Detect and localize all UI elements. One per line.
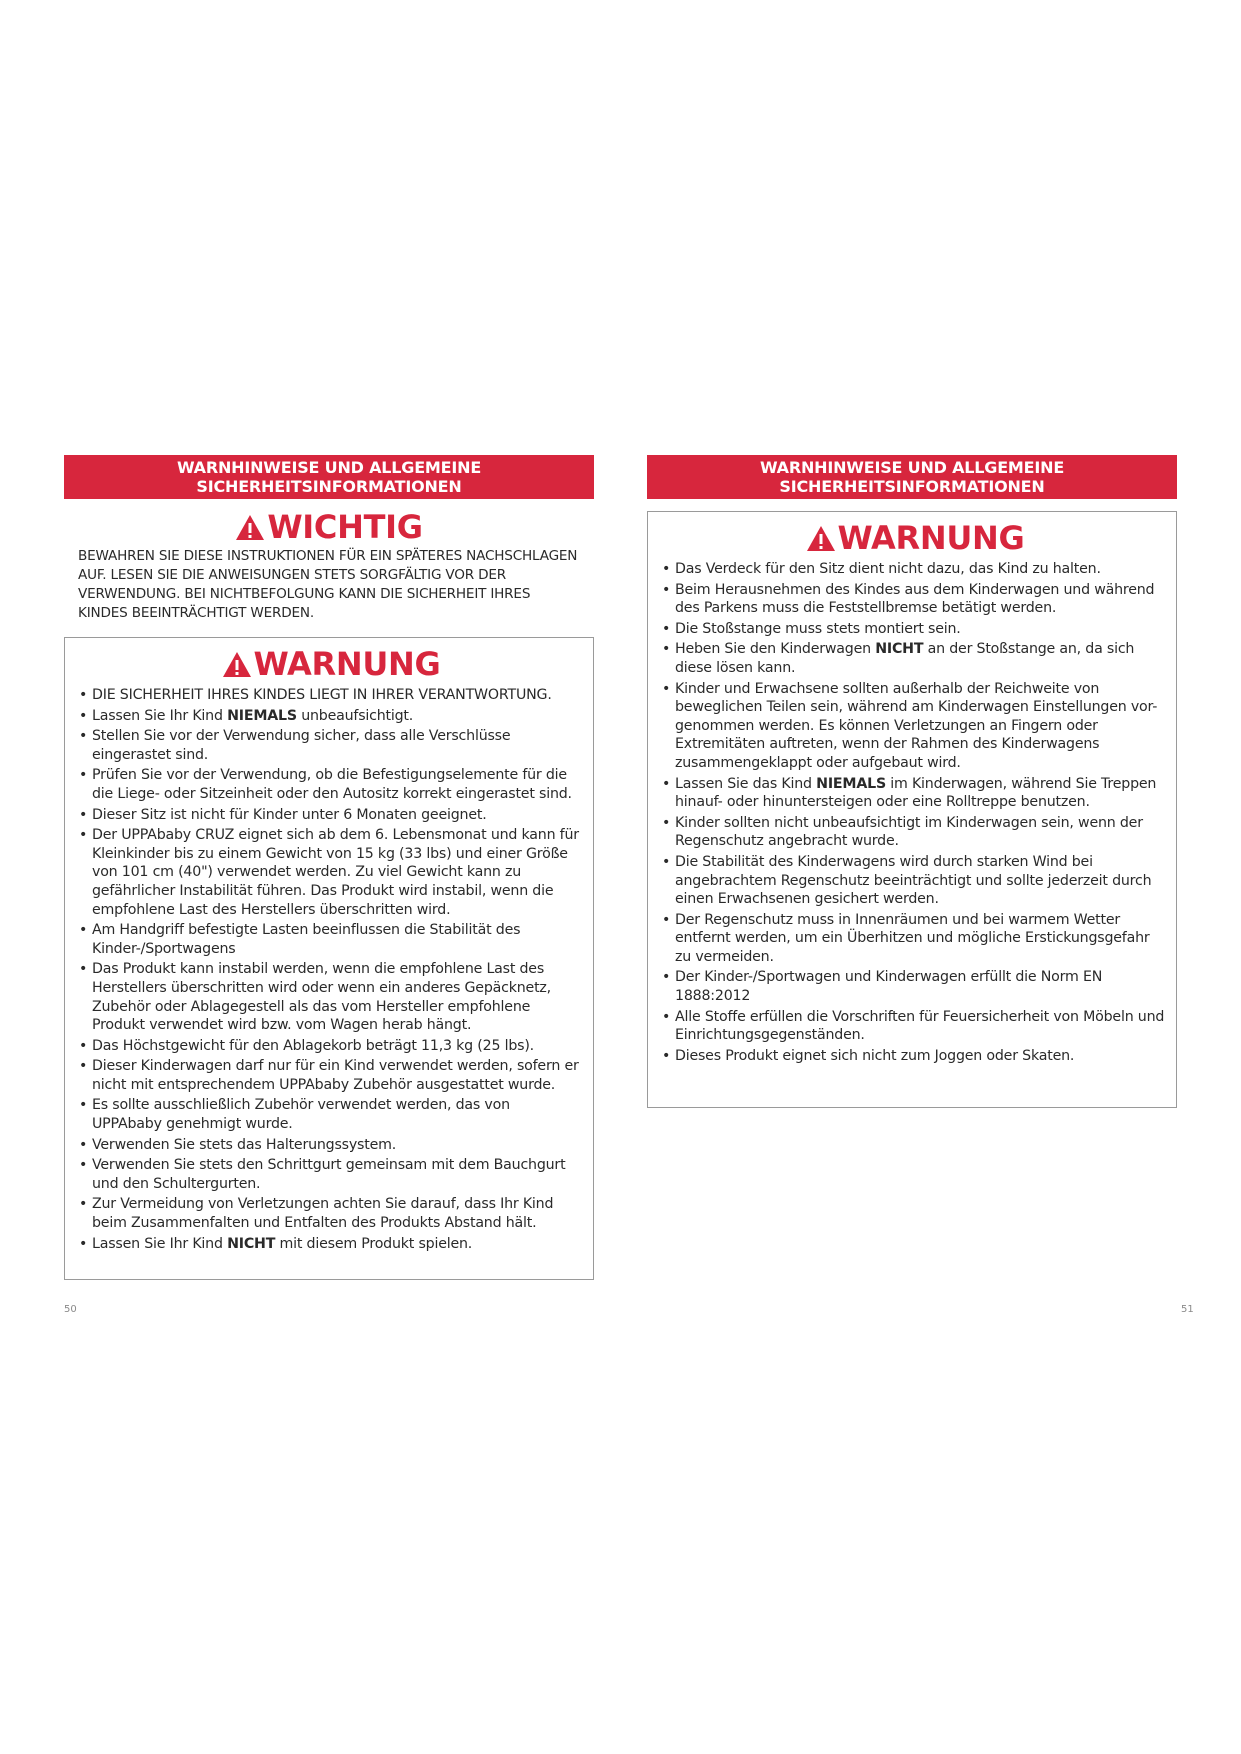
- warning-box: [64, 637, 594, 1280]
- list-item: • Dieser Sitz ist nicht für Kinder unter 6 Monaten geeignet.: [79, 806, 583, 825]
- section-banner: [64, 455, 594, 499]
- list-item: • Lassen Sie Ihr Kind NICHT mit diesem Produkt spielen.: [79, 1235, 583, 1254]
- list-item: • Der UPPAbaby CRUZ eignet sich ab dem 6. Lebensmonat und kann für Kleinkinder bis zu einem Gewicht von 15 kg (33 lbs) und einer Größe von 101 cm (40") verwendet werden. Zu viel Gewicht kann zu gefährlicher Instabilität führen. Das Produkt wird instabil, wenn die empfohlene Last des Herstellers überschritten wird.: [79, 826, 583, 919]
- list-item: • Kinder sollten nicht unbeaufsichtigt im Kinderwagen sein, wenn der Regenschutz angebracht wurde.: [662, 814, 1168, 851]
- page-number-right: 51: [1181, 1304, 1194, 1315]
- list-item: • Die Stoßstange muss stets montiert sein.: [662, 620, 1168, 639]
- list-item: • Das Produkt kann instabil werden, wenn die empfohlene Last des Herstellers überschritten wird oder wenn ein anderes Gepäcknetz, Zubehör oder Ablagegestell als das vom Hersteller empfohlene Produkt verwendet wird bzw. vom Wagen herab hängt.: [79, 960, 583, 1034]
- banner-line-2: SICHERHEITSINFORMATIONEN: [779, 477, 1045, 496]
- list-item: • Dieser Kinderwagen darf nur für ein Kind verwendet werden, sofern er nicht mit entsprechendem UPPAbaby Zubehör ausgestattet wurde.: [79, 1057, 583, 1094]
- list-item: • Stellen Sie vor der Verwendung sicher, dass alle Verschlüsse eingerastet sind.: [79, 727, 583, 764]
- warning-triangle-icon: [235, 514, 265, 541]
- list-item: • Der Kinder-/Sportwagen und Kinderwagen erfüllt die Norm EN 1888:2012: [662, 968, 1168, 1005]
- warning-list: [662, 560, 1168, 1065]
- list-item: • Alle Stoffe erfüllen die Vorschriften für Feuersicherheit von Möbeln und Einrichtungsgegenständen.: [662, 1008, 1168, 1045]
- warning-heading: [79, 646, 583, 682]
- list-item: • Lassen Sie das Kind NIEMALS im Kinderwagen, während Sie Treppen hinauf- oder hinuntersteigen oder eine Rolltreppe benutzen.: [662, 775, 1168, 812]
- important-heading: [64, 509, 594, 545]
- list-item: • DIE SICHERHEIT IHRES KINDES LIEGT IN IHRER VERANTWORTUNG.: [79, 686, 583, 705]
- warning-heading-text: WARNUNG: [253, 645, 441, 683]
- banner-line-1: WARNHINWEISE UND ALLGEMEINE: [176, 458, 482, 477]
- section-banner: [647, 455, 1177, 499]
- right-page: [647, 455, 1177, 1108]
- list-item: • Die Stabilität des Kinderwagens wird durch starken Wind bei angebrachtem Regenschutz beeinträchtigt und sollte jederzeit durch einen Erwachsenen gesichert werden.: [662, 853, 1168, 909]
- important-heading-text: WICHTIG: [267, 508, 423, 546]
- list-item: • Verwenden Sie stets das Halterungssystem.: [79, 1136, 583, 1155]
- list-item: • Heben Sie den Kinderwagen NICHT an der Stoßstange an, da sich diese lösen kann.: [662, 640, 1168, 677]
- list-item: • Verwenden Sie stets den Schrittgurt gemeinsam mit dem Bauchgurt und den Schultergurten.: [79, 1156, 583, 1193]
- warning-heading: [662, 520, 1168, 556]
- important-text: BEWAHREN SIE DIESE INSTRUKTIONEN FÜR EIN SPÄTERES NACHSCHLAGEN AUF. LESEN SIE DIE ANWEISUNGEN STETS SORGFÄLTIG VOR DER VERWENDUNG. BEI NICHTBEFOLGUNG KANN DIE SICHERHEIT IHRES KINDES BEEINTRÄCHTIGT WERDEN.: [78, 548, 578, 621]
- banner-line-2: SICHERHEITSINFORMATIONEN: [196, 477, 462, 496]
- list-item: • Prüfen Sie vor der Verwendung, ob die Befestigungselemente für die die Liege- oder Sitzeinheit oder den Autositz korrekt eingerastet sind.: [79, 766, 583, 803]
- banner-line-1: WARNHINWEISE UND ALLGEMEINE: [759, 458, 1065, 477]
- list-item: • Das Höchstgewicht für den Ablagekorb beträgt 11,3 kg (25 lbs).: [79, 1037, 583, 1056]
- list-item: • Kinder und Erwachsene sollten außerhalb der Reichweite von beweglichen Teilen sein, während am Kinderwagen Einstellungen vor-genommen werden. Es können Verletzungen an Fingern oder Extremitäten auftreten, wenn der Rahmen des Kinderwagens zusammengeklappt oder aufgebaut wird.: [662, 680, 1168, 773]
- list-item: • Lassen Sie Ihr Kind NIEMALS unbeaufsichtigt.: [79, 707, 583, 726]
- left-page: [64, 455, 594, 1280]
- list-item: • Der Regenschutz muss in Innenräumen und bei warmem Wetter entfernt werden, um ein Überhitzen und mögliche Erstickungsgefahr zu vermeiden.: [662, 911, 1168, 967]
- list-item: • Dieses Produkt eignet sich nicht zum Joggen oder Skaten.: [662, 1047, 1168, 1066]
- list-item: • Am Handgriff befestigte Lasten beeinflussen die Stabilität des Kinder-/Sportwagens: [79, 921, 583, 958]
- list-item: • Das Verdeck für den Sitz dient nicht dazu, das Kind zu halten.: [662, 560, 1168, 579]
- list-item: • Zur Vermeidung von Verletzungen achten Sie darauf, dass Ihr Kind beim Zusammenfalten und Entfalten des Produkts Abstand hält.: [79, 1195, 583, 1232]
- list-item: • Es sollte ausschließlich Zubehör verwendet werden, das von UPPAbaby genehmigt wurde.: [79, 1096, 583, 1133]
- warning-box: [647, 511, 1177, 1108]
- warning-heading-text: WARNUNG: [837, 519, 1025, 557]
- list-item: • Beim Herausnehmen des Kindes aus dem Kinderwagen und während des Parkens muss die Feststellbremse betätigt werden.: [662, 581, 1168, 618]
- warning-list: [79, 686, 583, 1253]
- warning-triangle-icon: [806, 525, 836, 552]
- warning-triangle-icon: [222, 651, 252, 678]
- page-number-left: 50: [64, 1304, 77, 1315]
